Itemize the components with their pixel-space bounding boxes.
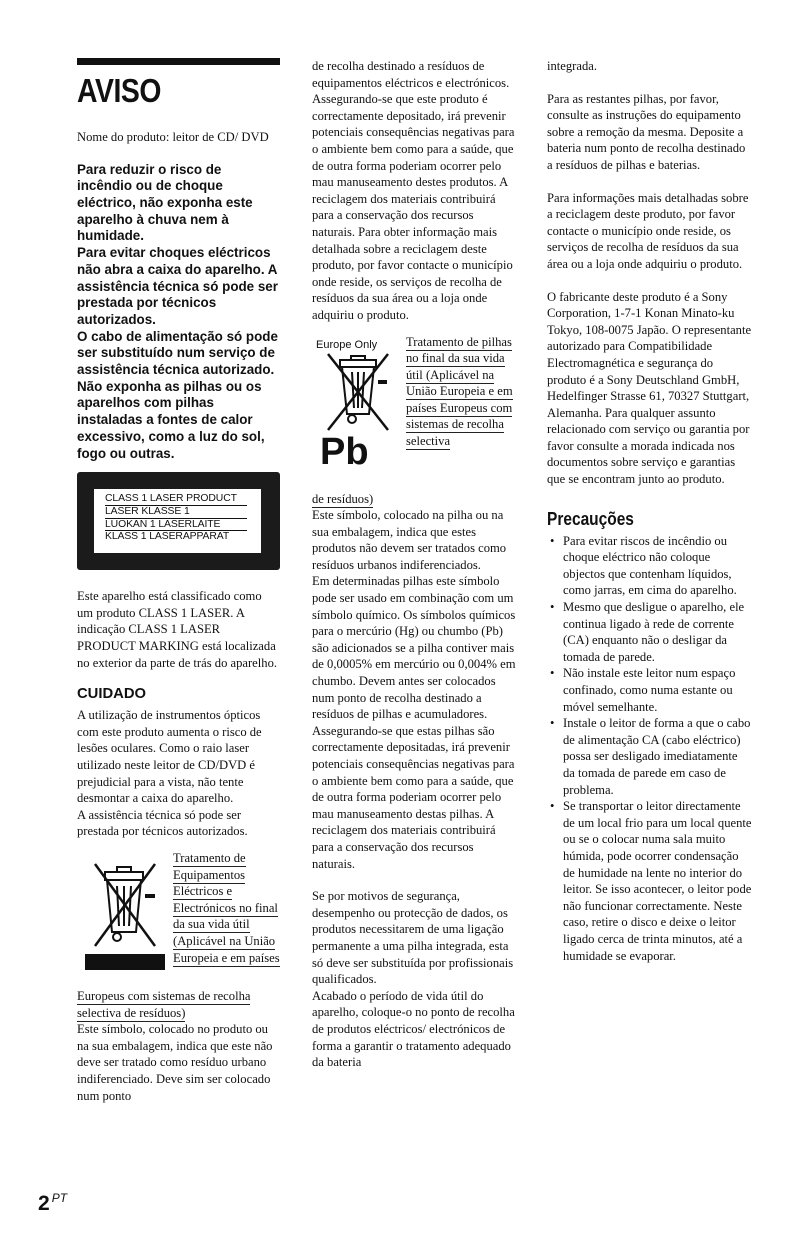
page-number-value: 2: [38, 1192, 50, 1215]
list-item: • Não instale este leitor num espaço confinado, como numa estante ou móvel semelhante.: [563, 665, 752, 715]
end-of-life-text: Acabado o período de vida útil do aparelho, coloque-o no ponto de recolha de produtos eléctricos/ electrónicos de forma a garantir o tratamento adequado da bateria: [312, 988, 515, 1070]
weee-text-cont: de recolha destinado a resíduos de equipamentos eléctricos e electrónicos. Assegurando-se que este produto é correctamente depositado, irá prevenir potenciais consequências negativas para o ambiente bem como para a saúde, que de outra forma poderiam ocorrer pelo mau manuseamento destes produtos. A reciclagem dos materiais contribuirá para a conservação dos recursos naturais. Para obter informação mais detalhada sobre a reciclagem deste produto, por favor contacte o município onde reside, os serviços de recolha de resíduos da sua área ou a loja onde adquiriu o produto.: [312, 59, 515, 322]
list-item: • Mesmo que desligue o aparelho, ele continua ligado à rede de corrente (CA) enquanto não o desligar da tomada de parede.: [563, 599, 752, 665]
class-text: Este aparelho está classificado como um produto CLASS 1 LASER. A indicação CLASS 1 LASER PRODUCT MARKING está localizada no exterior da parte de trás do aparelho.: [77, 589, 278, 670]
weee-title-cont: Europeus com sistemas de recolha selectiva de resíduos): [77, 988, 251, 1020]
precaucoes-list: [547, 533, 752, 964]
weee-title: [173, 850, 283, 966]
europe-only-label: Europe Only: [316, 338, 378, 351]
list-item: • Para evitar riscos de incêndio ou choque eléctrico não coloque objectos que contenham líquidos, como jarras, em cima do aparelho.: [563, 533, 752, 599]
laser-label-inner: [94, 489, 261, 553]
list-item: • Se transportar o leitor directamente de um local frio para um local quente ou se o colocar numa sala muito húmida, pode ocorrer condensação de humidade na lente no interior do leitor. Se isso acontecer, o leitor pode não funcionar correctamente. Neste caso, retire o disco e deixe o leitor ligado cerca de trinta minutos, até a humidade se evaporar.: [563, 798, 752, 964]
crossed-bin-icon: [77, 854, 171, 984]
weee-section: [77, 850, 280, 1000]
page-language-suffix: PT: [51, 1191, 68, 1205]
safety-text: Se por motivos de segurança, desempenho ou protecção de dados, os produtos necessitarem de uma ligação permanente a uma pilha integrada, esta só deve ser substituída por profissionais qualificados.: [312, 889, 514, 987]
laser-line: LASER KLASSE 1: [105, 506, 247, 519]
cuidado-text: A utilização de instrumentos ópticos com este produto aumenta o risco de lesões oculares. Como o raio laser utilizado neste leitor de CD/DVD é prejudicial para a vista, não tente desmontar a caixa do aparelho.: [77, 708, 262, 806]
precaucoes-heading: Precauções: [547, 508, 634, 529]
column-middle: [312, 58, 516, 1071]
warning-battery-heat: Não exponha as pilhas ou os aparelhos com pilhas instaladas a fontes de calor excessivo, como a luz do sol, fogo ou outras.: [77, 378, 265, 461]
page-title: AVISO: [77, 72, 162, 109]
laser-line: KLASS 1 LASERAPPARAT: [105, 531, 230, 543]
weee-text: Este símbolo, colocado no produto ou na sua embalagem, indica que este não deve ser tratado como resíduo urbano indiferenciado. Deve sim ser colocado num ponto: [77, 1022, 273, 1103]
crossed-bin-pb-icon: [312, 334, 402, 474]
other-batteries-text: Para as restantes pilhas, por favor, consulte as instruções do equipamento sobre a remoção da mesma. Deposite a bateria num ponto de recolha destinado a resíduos de pilhas e baterias.: [547, 91, 746, 172]
heading-rule: [77, 58, 280, 65]
integrated-text: integrada.: [547, 59, 597, 73]
column-right: [547, 58, 752, 964]
warning-block: [77, 162, 280, 463]
battery-title: [406, 334, 514, 450]
laser-line: CLASS 1 LASER PRODUCT: [105, 493, 247, 506]
warning-power-cord: O cabo de alimentação só pode ser substituído num serviço de assistência técnica autorizado.: [77, 328, 278, 378]
product-name: Nome do produto: leitor de CD/ DVD: [77, 130, 269, 144]
battery-section: [312, 334, 516, 499]
list-item: • Instale o leitor de forma a que o cabo de alimentação CA (cabo eléctrico) possa ser desligado imediatamente da tomada de parede em caso de problema.: [563, 715, 752, 798]
cuidado-heading: CUIDADO: [77, 686, 147, 703]
laser-label: [77, 472, 280, 570]
battery-title-cont: de resíduos): [312, 491, 374, 506]
warning-open-case: Para evitar choques eléctricos não abra a caixa do aparelho. A assistência técnica só pode ser prestada por técnicos autorizados.: [77, 245, 278, 327]
weee-title-text: Tratamento de Equipamentos Eléctricos e Electrónicos no final da sua vida útil (Aplicável na União Europeia e em países: [173, 850, 280, 965]
laser-line: LUOKAN 1 LASERLAITE: [105, 519, 247, 532]
more-info-text: Para informações mais detalhadas sobre a reciclagem deste produto, por favor contacte o município onde reside, os serviços de recolha de resíduos da sua área ou a loja onde adquiriu o produto.: [547, 190, 749, 271]
warning-rain: Para reduzir o risco de incêndio ou de choque eléctrico, não exponha este aparelho à chuva nem à humidade.: [77, 161, 253, 244]
pb-symbol: Pb: [320, 430, 369, 473]
manufacturer-text: O fabricante deste produto é a Sony Corporation, 1-7-1 Konan Minato-ku Tokyo, 108-0075 Japão. O representante autorizado para Compatibilidade Electromagnética e segurança do produto é a Sony Deutschland GmbH, Hedelfinger Strasse 61, 70327 Stuttgart, Alemanha. Para qualquer assunto relacionado com serviço ou garantia por favor consulte a morada indicada nos documentos sobre serviço e garantias que se encontram junto ao produto.: [547, 289, 752, 487]
battery-title-text: Tratamento de pilhas no final da sua vida útil (Aplicável na União Europeia e em países Europeus com sistemas de recolha selectiva: [406, 334, 513, 449]
battery-text-2: Em determinadas pilhas este símbolo pode ser usado em combinação com um símbolo químico. Os símbolos químicos para o mercúrio (Hg) ou chumbo (Pb) são adicionados se a pilha contiver mais de 0,0005% em mercúrio ou 0,004% em chumbo. Devem antes ser colocados num ponto de recolha destinado a resíduos de pilhas e acumuladores. Assegurando-se que estas pilhas são correctamente depositadas, irá prevenir potenciais consequências negativas para o ambiente bem como para a saúde, que de outra forma poderiam ocorrer pelo mau manuseamento destas pilhas. A reciclagem dos materiais contribuirá para a conservação dos recursos naturais.: [312, 574, 516, 871]
battery-text: Este símbolo, colocado na pilha ou na sua embalagem, indica que estes produtos não devem ser tratados como resíduos urbanos indiferenciados.: [312, 508, 507, 572]
page-number: [38, 1191, 67, 1216]
column-left: [77, 58, 280, 1104]
cuidado-text-2: A assistência técnica só pode ser prestada por técnicos autorizados.: [77, 807, 248, 839]
